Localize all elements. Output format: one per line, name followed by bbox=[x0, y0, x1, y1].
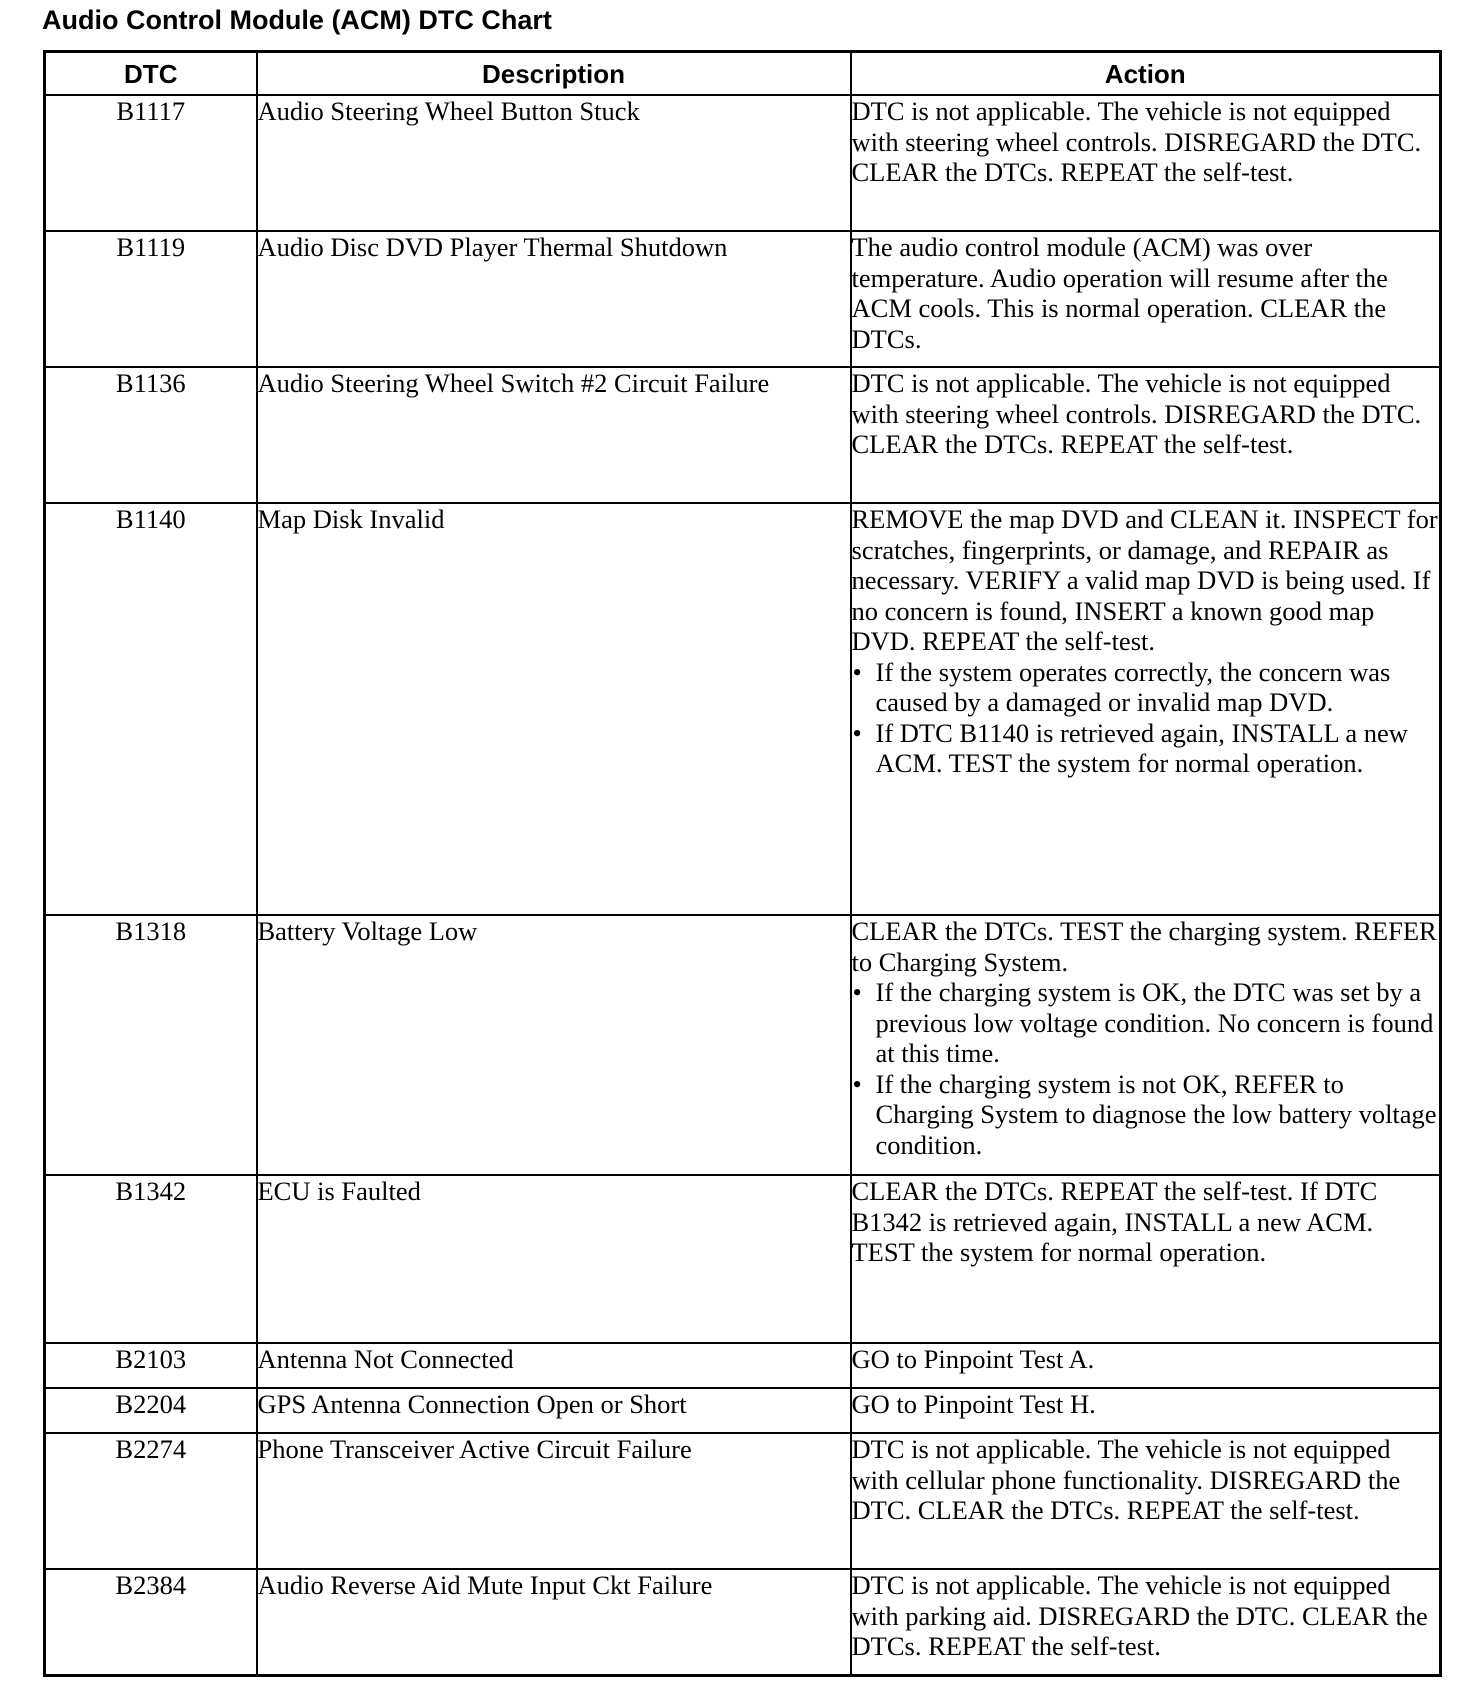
dtc-action bbox=[851, 915, 1441, 1175]
dtc-chart-table bbox=[43, 50, 1442, 1677]
dtc-code: B2204 bbox=[45, 1388, 257, 1433]
dtc-description: Phone Transceiver Active Circuit Failure bbox=[257, 1433, 851, 1569]
dtc-action bbox=[851, 367, 1441, 503]
action-text: DTC is not applicable. The vehicle is not equipped with steering wheel controls. DISREGARD the DTC. CLEAR the DTCs. REPEAT the self-test. bbox=[851, 96, 1422, 187]
action-text: The audio control module (ACM) was over temperature. Audio operation will resume after the ACM cools. This is normal operation. CLEAR the DTCs. bbox=[851, 232, 1388, 354]
dtc-code: B1117 bbox=[45, 95, 257, 231]
table-row bbox=[45, 503, 1441, 915]
dtc-description: Map Disk Invalid bbox=[257, 503, 851, 915]
table-row bbox=[45, 1175, 1441, 1343]
action-text: REMOVE the map DVD and CLEAN it. INSPECT for scratches, fingerprints, or damage, and REPAIR as necessary. VERIFY a valid map DVD is being used. If no concern is found, INSERT a known good map DVD. REPEAT the self-test. bbox=[851, 504, 1438, 656]
table-row bbox=[45, 1569, 1441, 1675]
action-text: DTC is not applicable. The vehicle is not equipped with steering wheel controls. DISREGARD the DTC. CLEAR the DTCs. REPEAT the self-test. bbox=[851, 368, 1422, 459]
action-text: GO to Pinpoint Test H. bbox=[851, 1389, 1096, 1419]
table-row bbox=[45, 915, 1441, 1175]
table-row bbox=[45, 1343, 1441, 1388]
table-row bbox=[45, 1388, 1441, 1433]
action-bullet-list bbox=[852, 977, 1440, 1160]
column-header-dtc: DTC bbox=[45, 52, 257, 96]
dtc-code: B1140 bbox=[45, 503, 257, 915]
dtc-code: B1136 bbox=[45, 367, 257, 503]
dtc-description: Battery Voltage Low bbox=[257, 915, 851, 1175]
dtc-action bbox=[851, 95, 1441, 231]
table-row bbox=[45, 231, 1441, 367]
table-row bbox=[45, 367, 1441, 503]
dtc-action bbox=[851, 231, 1441, 367]
header-row bbox=[45, 52, 1441, 96]
dtc-description: ECU is Faulted bbox=[257, 1175, 851, 1343]
dtc-action bbox=[851, 503, 1441, 915]
action-text: CLEAR the DTCs. TEST the charging system. REFER to Charging System. bbox=[851, 916, 1437, 977]
page-title: Audio Control Module (ACM) DTC Chart bbox=[42, 5, 552, 35]
action-text: DTC is not applicable. The vehicle is not equipped with parking aid. DISREGARD the DTC. CLEAR the DTCs. REPEAT the self-test. bbox=[851, 1570, 1428, 1661]
dtc-description: Audio Steering Wheel Button Stuck bbox=[257, 95, 851, 231]
column-header-description: Description bbox=[257, 52, 851, 96]
dtc-code: B2103 bbox=[45, 1343, 257, 1388]
action-bullet: • If the system operates correctly, the concern was caused by a damaged or invalid map DVD. bbox=[852, 657, 1440, 718]
dtc-code: B2274 bbox=[45, 1433, 257, 1569]
action-bullet-list bbox=[852, 657, 1440, 779]
dtc-action bbox=[851, 1433, 1441, 1569]
table-row bbox=[45, 1433, 1441, 1569]
dtc-code: B1119 bbox=[45, 231, 257, 367]
action-text: CLEAR the DTCs. REPEAT the self-test. If DTC B1342 is retrieved again, INSTALL a new ACM. TEST the system for normal operation. bbox=[851, 1176, 1378, 1267]
action-text: DTC is not applicable. The vehicle is not equipped with cellular phone functionality. DISREGARD the DTC. CLEAR the DTCs. REPEAT the self-test. bbox=[851, 1434, 1401, 1525]
action-bullet: • If the charging system is not OK, REFER to Charging System to diagnose the low battery voltage condition. bbox=[852, 1069, 1440, 1161]
dtc-description: GPS Antenna Connection Open or Short bbox=[257, 1388, 851, 1433]
dtc-action bbox=[851, 1343, 1441, 1388]
dtc-description: Audio Disc DVD Player Thermal Shutdown bbox=[257, 231, 851, 367]
dtc-description: Audio Reverse Aid Mute Input Ckt Failure bbox=[257, 1569, 851, 1675]
dtc-code: B2384 bbox=[45, 1569, 257, 1675]
dtc-action bbox=[851, 1569, 1441, 1675]
column-header-action: Action bbox=[851, 52, 1441, 96]
dtc-code: B1342 bbox=[45, 1175, 257, 1343]
action-text: GO to Pinpoint Test A. bbox=[851, 1344, 1095, 1374]
dtc-code: B1318 bbox=[45, 915, 257, 1175]
dtc-action bbox=[851, 1175, 1441, 1343]
dtc-description: Antenna Not Connected bbox=[257, 1343, 851, 1388]
action-bullet: • If the charging system is OK, the DTC was set by a previous low voltage condition. No concern is found at this time. bbox=[852, 977, 1440, 1069]
action-bullet: • If DTC B1140 is retrieved again, INSTALL a new ACM. TEST the system for normal operation. bbox=[852, 718, 1440, 779]
dtc-description: Audio Steering Wheel Switch #2 Circuit Failure bbox=[257, 367, 851, 503]
table-row bbox=[45, 95, 1441, 231]
dtc-action bbox=[851, 1388, 1441, 1433]
